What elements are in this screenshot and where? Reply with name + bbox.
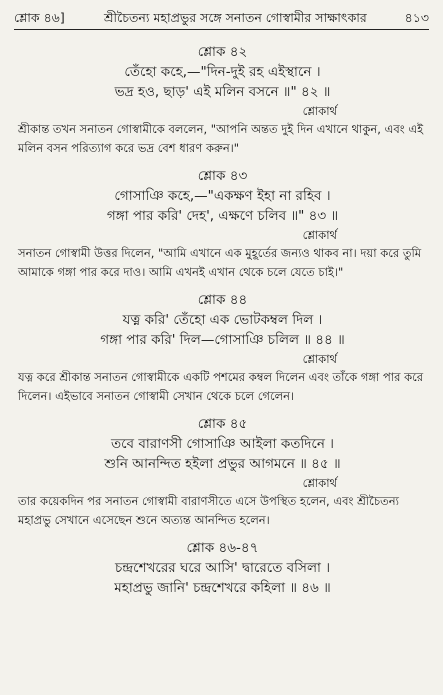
verse-number: শ্লোক ৪৪ — [197, 292, 248, 308]
translation-heading: শ্লোকার্থ — [302, 228, 337, 242]
verse-block — [18, 538, 427, 598]
verse-number: শ্লোক ৪৬-৪৭ — [186, 540, 259, 556]
translation-text: তার কয়েকদিন পর সনাতন গোস্বামী বারাণসীতে এসে উপস্থিত হলেন, এবং শ্রীচৈতন্য মহাপ্রভু সেখানে এসেছেন শুনে অত্যন্ত আনন্দিত হলেন। — [18, 494, 399, 527]
running-header — [14, 10, 429, 30]
verse-line: চন্দ্রশেখরের ঘরে আসি' দ্বারেতে বসিলা । — [114, 560, 331, 576]
page-number: ৪১৩ — [404, 10, 429, 25]
page-body — [18, 38, 427, 606]
verse-block — [18, 166, 427, 282]
translation-heading: শ্লোকার্থ — [302, 476, 337, 490]
verse-block — [18, 290, 427, 406]
verse-line: শুনি আনন্দিত হইলা প্রভুর আগমনে ॥ ৪৫ ॥ — [104, 456, 341, 472]
verse-number: শ্লোক ৪২ — [197, 44, 248, 60]
verse-number: শ্লোক ৪৩ — [197, 168, 248, 184]
verse-number: শ্লোক ৪৫ — [197, 416, 248, 432]
verse-line: মহাপ্রভু জানি' চন্দ্রশেখরে কহিলা ॥ ৪৬ ॥ — [114, 580, 331, 596]
translation-text: শ্রীকান্ত তখন সনাতন গোস্বামীকে বললেন, "আপনি অন্তত দুই দিন এখানে থাকুন, এবং এই মলিন বসন পরিত্যাগ করে ভদ্র বেশ ধারণ করুন।" — [18, 122, 424, 155]
translation-text: যত্ন করে শ্রীকান্ত সনাতন গোস্বামীকে একটি পশমের কম্বল দিলেন এবং তাঁকে গঙ্গা পার করে দিলেন। এইভাবে সনাতন গোস্বামী সেখান থেকে চলে গেলেন। — [18, 370, 424, 403]
header-verse-ref: শ্লোক ৪৬] — [14, 10, 65, 25]
translation-text: সনাতন গোস্বামী উত্তর দিলেন, "আমি এখানে এক মুহূর্তের জন্যও থাকব না। দয়া করে তুমি আমাকে গঙ্গা পার করে দাও। আমি এখনই এখান থেকে চলে যেতে চাই।" — [18, 246, 422, 279]
verse-line: যত্ন করি' তেঁহো এক ভোটকম্বল দিল । — [122, 312, 323, 328]
verse-line: গঙ্গা পার করি' দেহ', এক্ষণে চলিব ॥" ৪৩ ॥ — [106, 208, 339, 224]
verse-line: গঙ্গা পার করি' দিল—গোসাঞি চলিল ॥ ৪৪ ॥ — [100, 332, 345, 348]
header-rule — [14, 29, 429, 30]
translation-heading: শ্লোকার্থ — [302, 352, 337, 366]
verse-line: ভদ্র হও, ছাড়' এই মলিন বসনে ॥" ৪২ ॥ — [114, 84, 331, 100]
verse-block — [18, 42, 427, 158]
verse-line: তবে বারাণসী গোসাঞি আইলা কতদিনে । — [110, 436, 334, 452]
verse-block — [18, 414, 427, 530]
verse-line: তেঁহো কহে,—"দিন-দুই রহ এইস্থানে । — [124, 64, 321, 80]
verse-line: গোসাঞি কহে,—"একক্ষণ ইহা না রহিব । — [114, 188, 331, 204]
translation-heading: শ্লোকার্থ — [302, 104, 337, 118]
header-chapter-title: শ্রীচৈতন্য মহাপ্রভুর সঙ্গে সনাতন গোস্বামীর সাক্ষাৎকার — [104, 10, 367, 25]
